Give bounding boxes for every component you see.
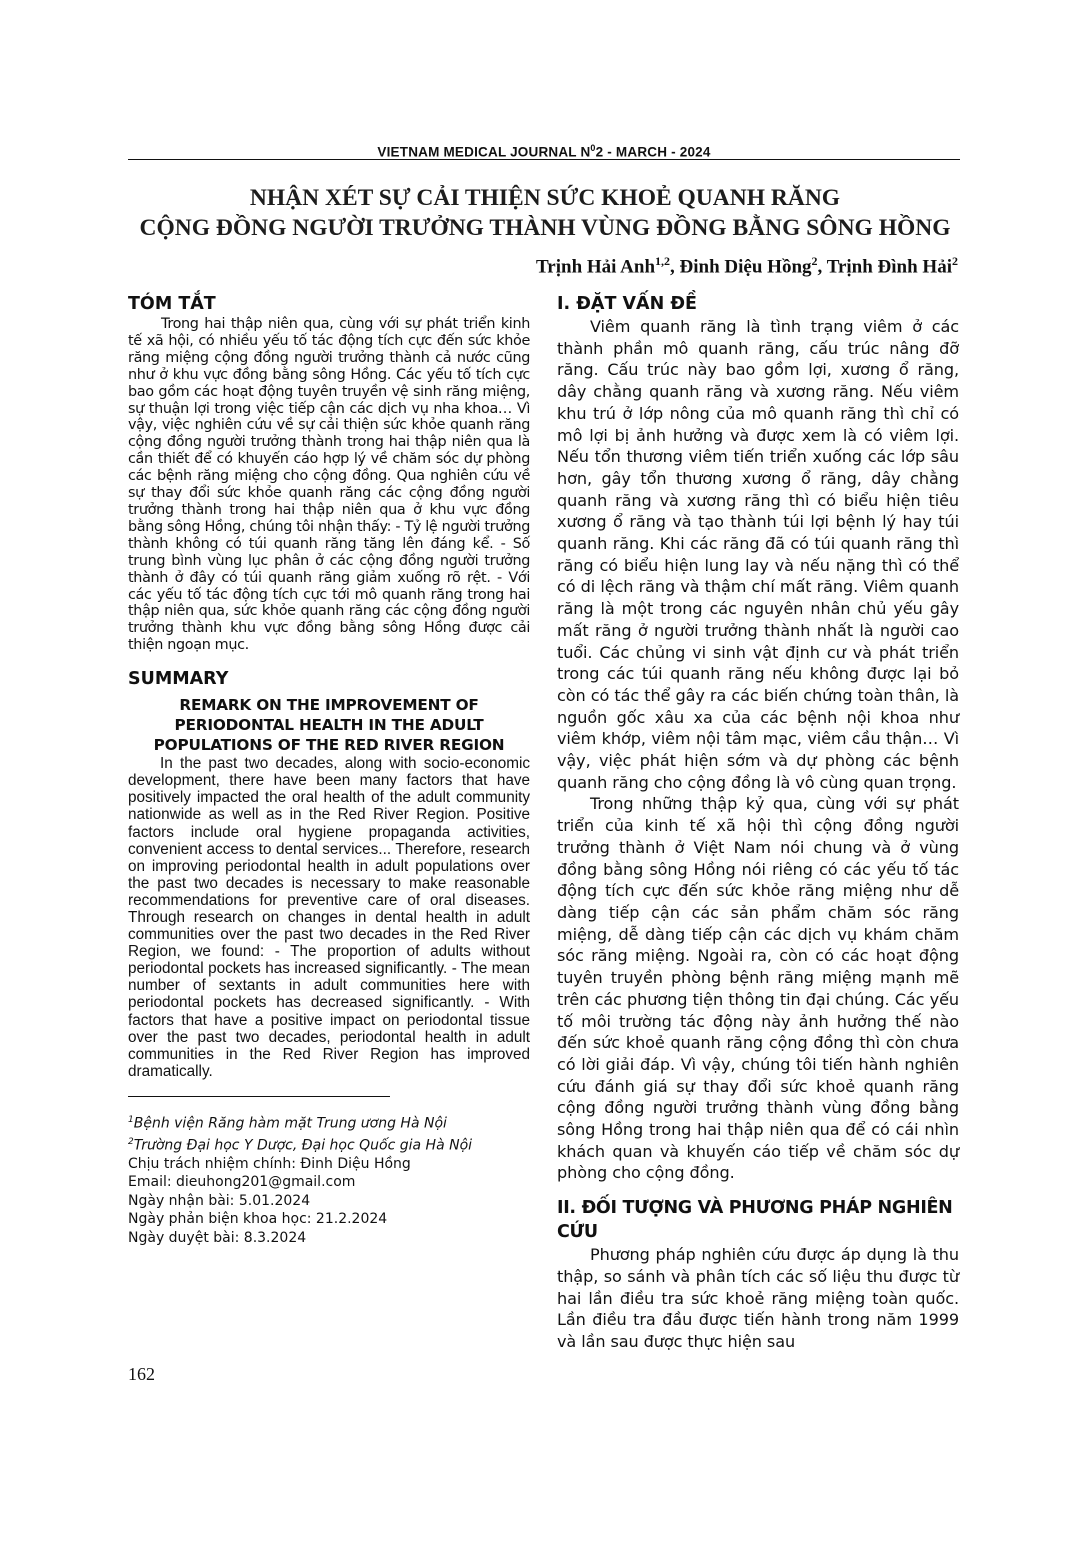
author-name: Trịnh Đình Hải (826, 256, 952, 278)
abstract-en-text: In the past two decades, along with socio-economic development, there have been many factors that have positively impacted the oral health of the adult community nationwide as well as in the Red River Region. Positive factors include oral hygiene propaganda activities, convenient access to dental services... Therefore, research on improving periodontal health in adult populations over the past two decades is necessary to make reasonable recommendations for preventive care of oral diseases. Through research on changes in dental health in adult communities over the past two decades in the Red River Region, we found: - The proportion of adults without periodontal pockets has increased significantly. - The mean number of sextants in adult communities here with periodontal pockets has decreased significantly. - With factors that have a positive impact on periodontal tissue over the past two decades, periodontal health in adult communities in the Red River Region has improved dramatically. (128, 755, 530, 1080)
section-2-paragraph-1: Phương pháp nghiên cứu được áp dụng là thu thập, so sánh và phân tích các số liệu thu được từ hai lần điều tra sức khoẻ răng miệng toàn quốc. Lần điều tra đầu được tiến hành trong năm 1999 và lần sau được thực hiện sau (557, 1245, 959, 1351)
section-1-paragraph-2: Trong những thập kỷ qua, cùng với sự phát triển của kinh tế xã hội thì cộng đồng người trưởng thành ở Việt Nam nói chung và ở vùng đồng bằng sông Hồng nói riêng có các yếu tố tác động tích cực đến sức khỏe răng miệng như dễ dàng tiếp cận các sản phẩm chăm sóc răng miệng, dễ dàng tiếp cận các dịch vụ khám chăm sóc răng miệng. Ngoài ra, còn có các hoạt động tuyên truyền phòng bệnh răng miệng mạnh mẽ trên các phương tiện thông tin đại chúng. Các yếu tố môi trường tác động này ảnh hưởng thế nào đến sức khoẻ quanh răng cộng đồng thì còn chưa có lời giải đáp. Vì vậy, chúng tôi tiến hành nghiên cứu đánh giá sự thay đổi sức khoẻ quanh răng cộng đồng người trưởng thành vùng đồng bằng sông Hồng trong hai thập niên qua để có cái nhìn khách quan và khuyến cáo tiếp về chăm sóc dự phòng cho cộng đồng. (557, 794, 959, 1183)
abstract-vi-text: Trong hai thập niên qua, cùng với sự phát triển kinh tế xã hội, có nhiều yếu tố tác động tích cực đến sức khỏe răng miệng cộng đồng người trưởng thành cả nước cũng như ở khu vực đồng bằng sông Hồng. Các yếu tố tích cực bao gồm các hoạt động tuyên truyền vệ sinh răng miệng, sự thuận lợi trong việc tiếp cận các dịch vụ nha khoa… Vì vậy, việc nghiên cứu về sự cải thiện sức khỏe quanh răng cộng đồng người trưởng thành trong hai thập niên qua là cần thiết để có khuyến cáo hợp lý về chăm sóc dự phòng các bệnh răng miệng cho cộng đồng. Qua nghiên cứu về sự thay đổi sức khỏe quanh răng các cộng đồng người trưởng thành trong hai thập niên qua ở khu vực đồng bằng sông Hồng, chúng tôi nhận thấy: - Tỷ lệ người trưởng thành không có túi quanh răng tăng lên đáng kể. - Số trung bình vùng lục phân ở các cộng đồng người trưởng thành ở đây có túi quanh răng giảm xuống rõ rệt. - Với các yếu tố tác động tích cực tới mô quanh răng trong hai thập niên qua, sức khỏe quanh răng các cộng đồng người trưởng thành khu vực đồng bằng sông Hồng được cải thiện ngoạn mục. (128, 316, 530, 654)
title-line-2: CỘNG ĐỒNG NGƯỜI TRƯỞNG THÀNH VÙNG ĐỒNG BẰNG SÔNG HỒNG (139, 215, 951, 241)
left-column (128, 292, 530, 1247)
footnote-approved: Ngày duyệt bài: 8.3.2024 (128, 1229, 307, 1246)
section-1-heading: I. ĐẶT VẤN ĐỀ (557, 294, 697, 314)
footnote-affiliation-2: $^2$Trường Đại học Y Dược, Đại học Quốc gia Hà Nội (128, 1136, 473, 1154)
page-number: 162 (128, 1364, 155, 1384)
author-affiliation: 1,2 (655, 254, 671, 268)
section-1-paragraph-1: Viêm quanh răng là tình trạng viêm ở các thành phần mô quanh răng, cấu trúc nâng đỡ răng. Cấu trúc này bao gồm lợi, xương ổ răng, dây chằng quanh răng và xương răng. Nếu viêm khu trú ở lớp nông của mô quanh răng thì chỉ có mô lợi bị ảnh hưởng và được xem là có viêm lợi. Nếu tổn thương viêm tiến triển xuống các lớp sâu hơn, gây tổn thương xương ổ răng, dây chằng quanh răng và xương răng thì có biểu hiện tiêu xương ổ răng và tạo thành túi lợi bệnh lý hay túi quanh răng. Khi các răng đã có túi quanh răng thì răng có biểu hiện lung lay và nếu nặng thì có thể có di lệch răng và thậm chí mất răng. Viêm quanh răng là một trong các nguyên nhân chủ yếu gây mất răng ở người trưởng thành nhất là người cao tuổi. Các chủng vi sinh vật định cư và phát triển trong các túi quanh răng nếu không được lại bỏ còn có tác thể gây ra các biến chứng toàn thân, là nguồn gốc xâu xa của các bệnh nội khoa như viêm khớp, viêm nội tâm mạc, viêm cầu thận… Vì vậy, việc phát hiện sớm và dự phòng các bệnh quanh răng cho cộng đồng là vô cùng quan trọng. (557, 317, 959, 792)
footnote-rule (128, 1096, 390, 1097)
footnote-received: Ngày nhận bài: 5.01.2024 (128, 1192, 311, 1209)
abstract-vi-heading: TÓM TẮT (128, 294, 216, 314)
author-name: Trịnh Hải Anh (536, 256, 656, 278)
author-list: Trịnh Hải Anh$^{1,2}$, Đinh Diệu Hồng$^2$, Trịnh Đình Hải$^2$ (536, 254, 958, 278)
right-column (557, 292, 959, 1353)
section-2-heading: II. ĐỐI TƯỢNG VÀ PHƯƠNG PHÁP NGHIÊN CỨU (557, 1198, 953, 1243)
footnote-email: Email: dieuhong201@gmail.com (128, 1174, 356, 1191)
article-title (100, 183, 990, 243)
footnote-reviewed: Ngày phản biện khoa học: 21.2.2024 (128, 1211, 388, 1228)
author-name: Đinh Diệu Hồng (679, 256, 812, 278)
header-rule (128, 159, 960, 160)
running-head: VIETNAM MEDICAL JOURNAL $N^02$ - MARCH - 2024 (377, 143, 711, 160)
footnote-affiliation-1: $^1$Bệnh viện Răng hàm mặt Trung ương Hà Nội (128, 1114, 447, 1132)
author-affiliation: 2 (811, 254, 818, 268)
running-head-superscript: 0 (590, 143, 596, 153)
title-line-1: NHẬN XÉT SỰ CẢI THIỆN SỨC KHOẺ QUANH RĂNG (249, 185, 841, 211)
author-affiliation: 2 (952, 254, 958, 268)
abstract-en-heading: SUMMARY (128, 669, 229, 690)
abstract-en-title: REMARK ON THE IMPROVEMENT OF PERIODONTAL HEALTH IN THE ADULT POPULATIONS OF THE RED RIVER REGION (153, 696, 505, 755)
footnote-corresponding: Chịu trách nhiệm chính: Đinh Diệu Hồng (128, 1156, 411, 1173)
